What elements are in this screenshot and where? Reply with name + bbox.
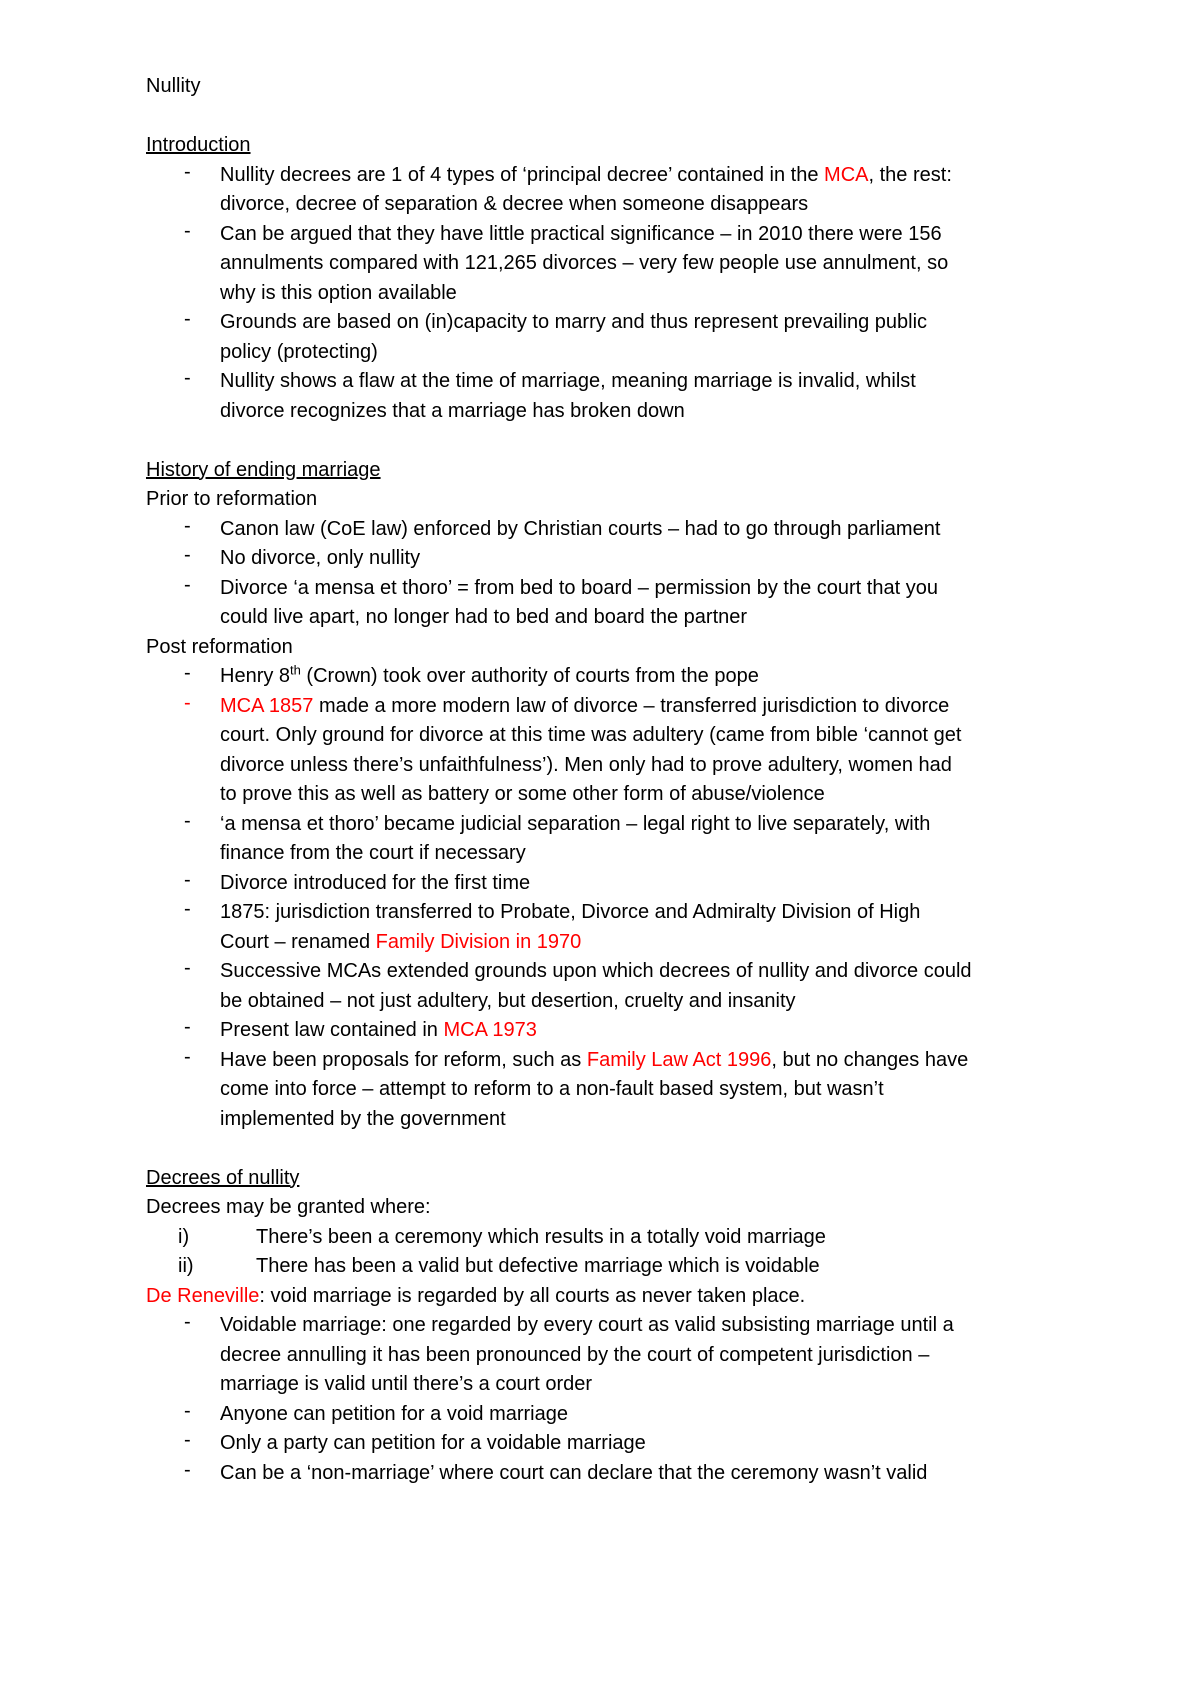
subheading-prior-reformation: Prior to reformation xyxy=(146,488,318,510)
decrees-intro: Decrees may be granted where: xyxy=(146,1196,431,1218)
list-item xyxy=(146,1311,1096,1341)
bullet-dash: - xyxy=(184,544,191,566)
item-text: Court – renamed xyxy=(220,930,376,953)
bullet-dash: - xyxy=(184,308,191,330)
list-item xyxy=(146,1459,1096,1489)
highlight-text: MCA 1857 xyxy=(220,694,314,717)
list-item xyxy=(146,957,1096,987)
bullet-dash: - xyxy=(184,160,191,183)
item-text: Can be a ‘non-marriage’ where court can declare that the ceremony wasn’t valid xyxy=(220,1461,928,1484)
item-text: Henry 8 xyxy=(220,665,291,687)
item-text: policy (protecting) xyxy=(220,340,378,363)
numbered-item xyxy=(146,1223,1096,1253)
bullet-dash: - xyxy=(184,809,191,832)
highlight-text: Family Law Act 1996 xyxy=(586,1048,772,1071)
item-number: i) xyxy=(178,1225,190,1248)
item-text: Present law contained in xyxy=(220,1019,444,1041)
item-text: Voidable marriage: one regarded by every court as valid subsisting marriage until a xyxy=(220,1314,954,1336)
section-heading-introduction: Introduction xyxy=(146,134,251,156)
bullet-dash: - xyxy=(184,957,191,979)
bullet-dash: - xyxy=(184,573,191,596)
item-text: divorce recognizes that a marriage has broken down xyxy=(220,399,685,422)
item-text: why is this option available xyxy=(220,281,457,304)
item-text: be obtained – not just adultery, but desertion, cruelty and insanity xyxy=(220,989,796,1012)
bullet-dash: - xyxy=(184,1458,191,1481)
highlight-text: Family Division in 1970 xyxy=(375,930,582,953)
bullet-dash: - xyxy=(184,691,191,714)
list-item xyxy=(146,1016,1096,1046)
list-item xyxy=(146,367,1096,397)
item-text: Divorce introduced for the first time xyxy=(220,871,531,894)
item-text: made a more modern law of divorce – transferred jurisdiction to divorce xyxy=(313,694,950,717)
item-text: Successive MCAs extended grounds upon which decrees of nullity and divorce could xyxy=(220,960,972,982)
list-item xyxy=(146,515,1096,545)
item-text: Only a party can petition for a voidable marriage xyxy=(220,1432,646,1454)
item-text: , the rest: xyxy=(868,163,952,186)
item-text: divorce, decree of separation & decree when someone disappears xyxy=(220,193,809,215)
item-text: come into force – attempt to reform to a non-fault based system, but wasn’t xyxy=(220,1078,884,1100)
item-text: Anyone can petition for a void marriage xyxy=(220,1402,568,1425)
list-item xyxy=(146,161,1096,191)
item-text: No divorce, only nullity xyxy=(220,547,421,569)
list-item xyxy=(146,308,1096,338)
list-item xyxy=(146,692,1096,722)
item-text: , but no changes have xyxy=(771,1048,969,1071)
highlight-text: MCA xyxy=(824,163,869,186)
document-title: Nullity xyxy=(146,75,201,97)
item-text: divorce unless there’s unfaithfulness’). Men only had to prove adultery, women had xyxy=(220,753,952,776)
item-text: Canon law (CoE law) enforced by Christian courts – had to go through parliament xyxy=(220,517,941,540)
item-text: Nullity shows a flaw at the time of marriage, meaning marriage is invalid, whilst xyxy=(220,370,916,392)
list-item xyxy=(146,544,1096,574)
subheading-post-reformation: Post reformation xyxy=(146,635,293,658)
superscript: th xyxy=(290,662,301,678)
bullet-dash: - xyxy=(184,1429,191,1451)
item-text: Have been proposals for reform, such as xyxy=(220,1048,587,1071)
list-item xyxy=(146,898,1096,928)
spacer xyxy=(146,426,1096,456)
list-item xyxy=(146,662,1096,692)
list-item xyxy=(146,220,1096,250)
section-heading-decrees: Decrees of nullity xyxy=(146,1166,300,1189)
spacer xyxy=(146,102,1096,132)
bullet-dash: - xyxy=(184,868,191,891)
bullet-dash: - xyxy=(184,1311,191,1333)
item-text: decree annulling it has been pronounced by the court of competent jurisdiction – xyxy=(220,1343,930,1366)
bullet-dash: - xyxy=(184,367,191,389)
item-text: finance from the court if necessary xyxy=(220,842,526,864)
bullet-dash: - xyxy=(184,662,191,684)
highlight-text: MCA 1973 xyxy=(443,1019,537,1041)
item-text: Nullity decrees are 1 of 4 types of ‘principal decree’ contained in the xyxy=(220,163,825,186)
bullet-dash: - xyxy=(184,898,191,920)
item-text: There has been a valid but defective marriage which is voidable xyxy=(256,1255,820,1277)
item-text: ‘a mensa et thoro’ became judicial separation – legal right to live separately, with xyxy=(220,812,931,835)
item-text: 1875: jurisdiction transferred to Probate, Divorce and Admiralty Division of High xyxy=(220,901,921,923)
document-body xyxy=(146,72,1096,1488)
item-text: implemented by the government xyxy=(220,1107,506,1130)
item-text: Divorce ‘a mensa et thoro’ = from bed to board – permission by the court that you xyxy=(220,576,938,599)
item-text: (Crown) took over authority of courts from the pope xyxy=(300,665,759,687)
list-item xyxy=(146,810,1096,840)
bullet-dash: - xyxy=(184,1016,191,1038)
item-number: ii) xyxy=(178,1255,194,1277)
item-text: annulments compared with 121,265 divorces – very few people use annulment, so xyxy=(220,252,949,274)
spacer xyxy=(146,1134,1096,1164)
list-item xyxy=(146,1046,1096,1076)
item-text: marriage is valid until there’s a court order xyxy=(220,1373,593,1395)
list-item xyxy=(146,1400,1096,1430)
list-item xyxy=(146,869,1096,899)
case-text: : void marriage is regarded by all courts as never taken place. xyxy=(259,1284,806,1307)
item-text: Grounds are based on (in)capacity to marry and thus represent prevailing public xyxy=(220,311,928,333)
case-name: De Reneville xyxy=(146,1284,260,1307)
item-text: to prove this as well as battery or some other form of abuse/violence xyxy=(220,783,825,805)
item-text: There’s been a ceremony which results in a totally void marriage xyxy=(256,1225,826,1248)
bullet-dash: - xyxy=(184,219,191,242)
bullet-dash: - xyxy=(184,514,191,537)
numbered-item xyxy=(146,1252,1096,1282)
item-text: court. Only ground for divorce at this time was adultery (came from bible ‘cannot get xyxy=(220,724,962,746)
item-text: Can be argued that they have little practical significance – in 2010 there were 156 xyxy=(220,222,942,245)
list-item xyxy=(146,574,1096,604)
bullet-dash: - xyxy=(184,1399,191,1422)
section-heading-history: History of ending marriage xyxy=(146,458,381,481)
item-text: could live apart, no longer had to bed and board the partner xyxy=(220,606,748,628)
list-item xyxy=(146,1429,1096,1459)
bullet-dash: - xyxy=(184,1045,191,1068)
